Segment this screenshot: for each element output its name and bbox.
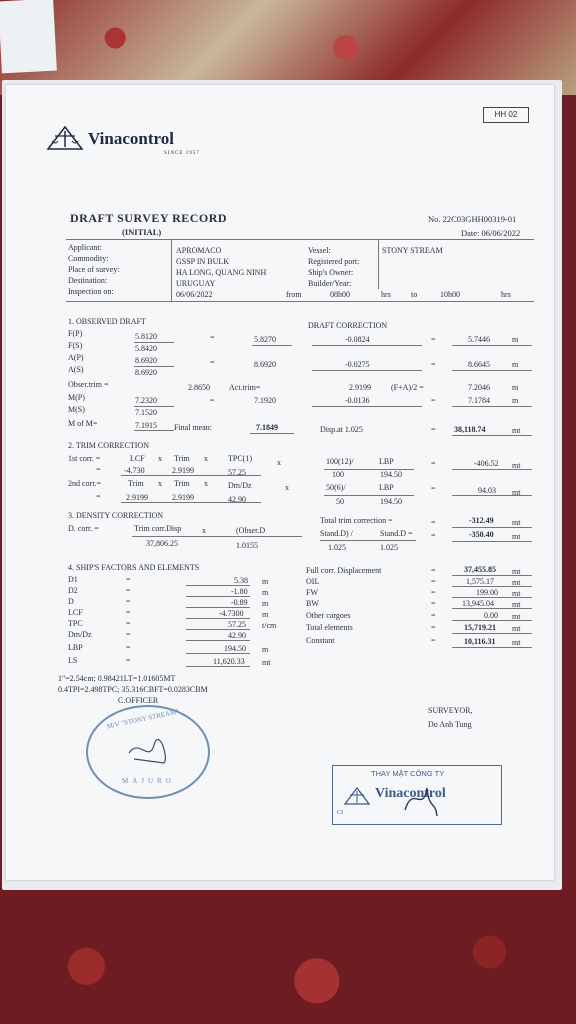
stand-d2-value: 1.025	[380, 543, 398, 552]
factor-unit: mt	[262, 658, 271, 667]
document-subtitle: (INITIAL)	[122, 227, 162, 237]
officer-label: C.OFFICER	[118, 696, 159, 705]
disp-value: 38,118.74	[454, 425, 486, 434]
x-sign: x	[277, 458, 281, 467]
unit-m: m	[512, 335, 519, 344]
total-trim-label: Total trim correction =	[320, 516, 393, 525]
unit-mt: mt	[512, 518, 521, 527]
factor-value: 11,620.33	[213, 657, 245, 666]
second-corr-value: 94.03	[478, 486, 496, 495]
form-code: HH 02	[483, 107, 529, 123]
stand-d-label: Stand.D) /	[320, 529, 353, 538]
draft-label-fp: F(P)	[68, 329, 83, 338]
element-value: 0.00	[484, 611, 498, 620]
stamp-bottom-text: MAJURO	[122, 777, 175, 785]
dmdz-label: Dm/Dz	[228, 481, 252, 490]
final-mean-label: Final mean:	[174, 423, 212, 432]
lcf-label: LCF	[130, 454, 145, 463]
disp-label: Disp.at 1.025	[320, 425, 363, 434]
factor-label: LBP	[68, 643, 83, 652]
factor-label: D1	[68, 575, 78, 584]
rule	[378, 239, 379, 289]
factor-value: 5.38	[234, 576, 248, 585]
draft-label-as: A(S)	[68, 365, 84, 374]
element-value: 37,455.85	[464, 565, 496, 574]
corr-mid: -0.0136	[345, 396, 370, 405]
first-trim-value: 2.9199	[172, 466, 194, 475]
second-lbp-value: 194.50	[380, 497, 402, 506]
since-label: SINCE 1957	[164, 151, 200, 156]
obser-trim-value: 2.8650	[188, 383, 210, 392]
dcorr-label: D. corr. =	[68, 524, 99, 533]
ratio-100: 100(12)/	[326, 457, 354, 466]
second-trim1-value: 2.9199	[126, 493, 148, 502]
result-mid: 7.1784	[468, 396, 490, 405]
to-time: 10h00	[440, 290, 460, 299]
section-density-heading: 3. DENSITY CORRECTION	[68, 511, 164, 520]
first-lcf-value: -4.730	[124, 466, 145, 475]
stand-d1-value: 1.025	[328, 543, 346, 552]
trim-label: Trim	[174, 454, 190, 463]
factor-unit: m	[262, 577, 269, 586]
element-label: Other cargoes	[306, 611, 351, 620]
factor-value: 42.90	[228, 631, 246, 640]
applicant-value: APROMACO	[176, 246, 222, 255]
destination-label: Destination:	[68, 276, 108, 285]
x-sign: x	[204, 479, 208, 488]
obser-d-value: 1.0155	[236, 541, 258, 550]
unit-mt: mt	[512, 578, 521, 587]
section-factors-heading: 4. SHIP'S FACTORS AND ELEMENTS	[68, 563, 200, 572]
factor-unit: m	[262, 610, 269, 619]
mean-aft: 8.6920	[254, 360, 276, 369]
draft-value-ap: 8.6920	[135, 356, 157, 365]
obser-d-label: (Obser.D	[236, 526, 266, 535]
draft-value-as: 8.6920	[135, 368, 157, 377]
second-50-value: 50	[336, 497, 344, 506]
draft-correction-heading: DRAFT CORRECTION	[308, 321, 388, 330]
to-label: to	[411, 290, 418, 299]
stand-d-label: Stand.D =	[380, 529, 413, 538]
vessel-value: STONY STREAM	[382, 246, 443, 255]
obser-trim-label: Obser.trim =	[68, 380, 109, 389]
final-mean-value: 7.1849	[256, 423, 278, 432]
inspection-label: Inspection on:	[68, 287, 114, 296]
x-sign: x	[202, 526, 206, 535]
registered-port-label: Registered port:	[308, 257, 360, 266]
ms-label: M(S)	[68, 405, 85, 414]
element-value: 15,719.21	[464, 623, 496, 632]
result-forward: 5.7446	[468, 335, 490, 344]
x-sign: x	[158, 454, 162, 463]
first-100-value: 100	[332, 470, 344, 479]
unit-mt: mt	[512, 600, 521, 609]
unit-mt: mt	[512, 567, 521, 576]
factor-value: -0.89	[231, 598, 248, 607]
unit-mt: mt	[512, 426, 521, 435]
stand-value: -350.40	[469, 530, 494, 539]
builder-label: Builder/Year:	[308, 279, 352, 288]
rule	[66, 301, 534, 302]
second-trim2-value: 2.9199	[172, 493, 194, 502]
document-number: No. 22C03GHH00319-01	[428, 214, 517, 224]
factor-label: LCF	[68, 608, 83, 617]
document-title: DRAFT SURVEY RECORD	[70, 211, 228, 225]
draft-label-fs: F(S)	[68, 341, 83, 350]
company-stamp-ci: CI	[337, 810, 343, 816]
first-lbp-value: 194.50	[380, 470, 402, 479]
element-label: Full corr. Displacement	[306, 566, 382, 575]
section-observed-heading: 1. OBSERVED DRAFT	[68, 317, 146, 326]
factor-unit: t/cm	[262, 621, 277, 630]
lbp-label: LBP	[379, 483, 394, 492]
factor-label: LS	[68, 656, 78, 665]
mofm-value: 7.1915	[135, 421, 157, 430]
draft-label-ap: A(P)	[68, 353, 84, 362]
element-label: FW	[306, 588, 318, 597]
stamp-top-text: M/V "STONY STREAM"	[105, 707, 180, 731]
fa2-label: (F+A)/2 =	[391, 383, 424, 392]
element-label: OIL	[306, 577, 320, 586]
unit-note-2: 0.4TPI=2.498TPC; 35.316CBFT=0.0283CBM	[58, 685, 208, 694]
factor-value: -1.80	[231, 587, 248, 596]
ship-stamp	[86, 705, 210, 799]
factor-label: TPC	[68, 619, 83, 628]
unit-m: m	[512, 360, 519, 369]
signature-mark	[401, 780, 441, 820]
company-stamp	[332, 765, 502, 825]
unit-mt: mt	[512, 589, 521, 598]
trim-disp-value: 37,806.25	[146, 539, 178, 548]
factor-label: D2	[68, 586, 78, 595]
commodity-label: Commodity:	[68, 254, 109, 263]
draft-value-fp: 5.8120	[135, 332, 157, 341]
corr-aft: -0.0275	[345, 360, 370, 369]
company-stamp-title: THAY MẶT CÔNG TY	[371, 769, 445, 778]
surveyor-label: SURVEYOR,	[428, 706, 473, 715]
unit-mt: mt	[512, 624, 521, 633]
first-tpc-value: 57.25	[228, 468, 246, 477]
trim-disp-label: Trim corr.Disp	[134, 524, 182, 533]
mp-label: M(P)	[68, 393, 85, 402]
total-trim-value: -312.49	[469, 516, 494, 525]
place-value: HA LONG, QUANG NINH	[176, 268, 267, 277]
unit-note-1: 1"=2.54cm; 0.98421LT=1.01605MT	[58, 674, 176, 683]
tpc-label: TPC(1)	[228, 454, 252, 463]
element-value: 199.00	[476, 588, 498, 597]
from-time: 08h00	[330, 290, 350, 299]
factor-label: Dm/Dz	[68, 630, 92, 639]
element-label: Constant	[306, 636, 335, 645]
applicant-label: Applicant:	[68, 243, 102, 252]
from-label: from	[286, 290, 302, 299]
brand-name: Vinacontrol	[88, 129, 174, 148]
element-value: 10,116.31	[464, 637, 496, 646]
owner-label: Ship's Owner:	[308, 268, 354, 277]
commodity-value: GSSP IN BULK	[176, 257, 230, 266]
second-corr-label: 2nd corr.=	[68, 479, 101, 488]
trim-label: Trim	[174, 479, 190, 488]
second-dmdz-value: 42.90	[228, 495, 246, 504]
factor-unit: m	[262, 599, 269, 608]
rule	[171, 239, 172, 301]
section-trim-heading: 2. TRIM CORRECTION	[68, 441, 149, 450]
mp-value: 7.2320	[135, 396, 157, 405]
destination-value: URUGUAY	[176, 279, 216, 288]
result-aft: 8.6645	[468, 360, 490, 369]
hrs-label: hrs	[501, 290, 511, 299]
place-label: Place of survey:	[68, 265, 120, 274]
ms-value: 7.1520	[135, 408, 157, 417]
element-label: BW	[306, 599, 319, 608]
element-label: Total elements	[306, 623, 353, 632]
unit-mt: mt	[512, 461, 521, 470]
factor-value: -4.7300	[219, 609, 244, 618]
element-value: 1,575.17	[466, 577, 494, 586]
mean-forward: 5.8270	[254, 335, 276, 344]
x-sign: x	[204, 454, 208, 463]
fa2-value: 7.2046	[468, 383, 490, 392]
surveyor-name: Do Anh Tung	[428, 720, 472, 729]
draft-survey-document: HH 02 Vinacontrol SINCE 1957 DRAFT SURVEY RECORD (INITIAL) No. 22C03GHH00319-01 Date: 06/06/2022 Applicant: APROMACO Commodity: GSSP IN BULK Place of survey: HA LONG, QUANG NINH Destination: URUGUAY Inspection on: 06/06/2022 from 08h00 hrs to 10h00 hrs Vessel: STONY STREAM Registered port: Ship's Owner: Builder/Year: 1. OBSERVED DRAFT DRAFT CORRECTION F(P) 5.8120 F(S) 5.8420 A(P) 8.6920 A(S) 8.6920 = 5.8270 -0.0824 = 5.7446 m = 8.6920 -0.0275 = 8.6645 m Obser.trim = 2.8650 Act.trim= 2.9199 (F+A)/2 = 7.2046 m M(P) 7.2320 = 7.1920 -0.0136 = 7.1784 m M(S) 7.1520 M of M= 7.1915 Final mean: 7.1849 Disp.at 1.025 = 38,118.74 mt 2. TRIM CORRECTION 1st corr. = LCF x Trim x TPC(1) x 100(12)/ LBP = -406.52 mt = -4.730 2.9199 57.25 100 194.50 2nd corr.= Trim x Trim x Dm/Dz x 50(6)/ LBP = 94.03 mt = 2.9199 2.9199 42.90 50 194.50 3. DENSITY CORRECTION D. corr. = Trim corr.Disp x (Obser.D 37,806.25 1.0155 Total trim correction = = -312.49 mt Stand.D) / Stand.D = = -350.40 mt 1.025 1.025 4. SHIP'S FACTORS AND ELEMENTS D1 = 5.38 m D2 = -1.80 m D = -0.89 m LCF = -4.7300 m TPC = 57.25 t/cm Dm/Dz = 42.90 LBP = 194.50 m LS = 11,620.33 mt Full corr. Displacement = 37,455.85 mt OIL = 1,575.17 mt FW = 199.00 mt BW = 13,945.04 mt Other cargoes = 0.00 mt Total elements = 15,719.21 mt Constant = 10,116.31 mt 1"=2.54cm; 0.98421LT=1.01605MT 0.4TPI=2.498TPC; 35.316CBFT=0.0283CBM C.OFFICER SURVEYOR, Do Anh Tung M/V "STONY STREAM" MAJURO THAY MẶT CÔNG TY Vinacontrol CI	[6, 85, 554, 880]
factor-value: 194.50	[224, 644, 246, 653]
element-value: 13,945.04	[462, 599, 494, 608]
act-trim-value: 2.9199	[349, 383, 371, 392]
factor-unit: m	[262, 645, 269, 654]
first-corr-value: -406.52	[474, 459, 499, 468]
draft-value-fs: 5.8420	[135, 344, 157, 353]
x-sign: x	[158, 479, 162, 488]
unit-mt: mt	[512, 488, 521, 497]
unit-mt: mt	[512, 532, 521, 541]
first-corr-label: 1st corr. =	[68, 454, 101, 463]
signature-mark	[124, 733, 174, 769]
vessel-label: Vessel:	[308, 246, 331, 255]
hrs-label: hrs	[381, 290, 391, 299]
scale-icon	[343, 786, 371, 806]
mean-mid: 7.1920	[254, 396, 276, 405]
x-sign: x	[285, 483, 289, 492]
scale-icon	[46, 125, 84, 151]
unit-mt: mt	[512, 638, 521, 647]
mofm-label: M of M=	[68, 419, 98, 428]
company-stamp-brand: Vinacontrol	[375, 786, 446, 801]
corr-forward: -0.0824	[345, 335, 370, 344]
factor-value: 57.25	[228, 620, 246, 629]
act-trim-label: Act.trim=	[229, 383, 261, 392]
rule	[66, 239, 534, 240]
trim-label: Trim	[128, 479, 144, 488]
unit-m: m	[512, 383, 519, 392]
background-paper	[0, 0, 57, 73]
background-blanket-bottom	[0, 880, 576, 1024]
factor-label: D	[68, 597, 74, 606]
ratio-50: 50(6)/	[326, 483, 346, 492]
unit-mt: mt	[512, 612, 521, 621]
lbp-label: LBP	[379, 457, 394, 466]
inspection-value: 06/06/2022	[176, 290, 213, 299]
unit-m: m	[512, 396, 519, 405]
document-date: Date: 06/06/2022	[461, 228, 521, 238]
factor-unit: m	[262, 588, 269, 597]
